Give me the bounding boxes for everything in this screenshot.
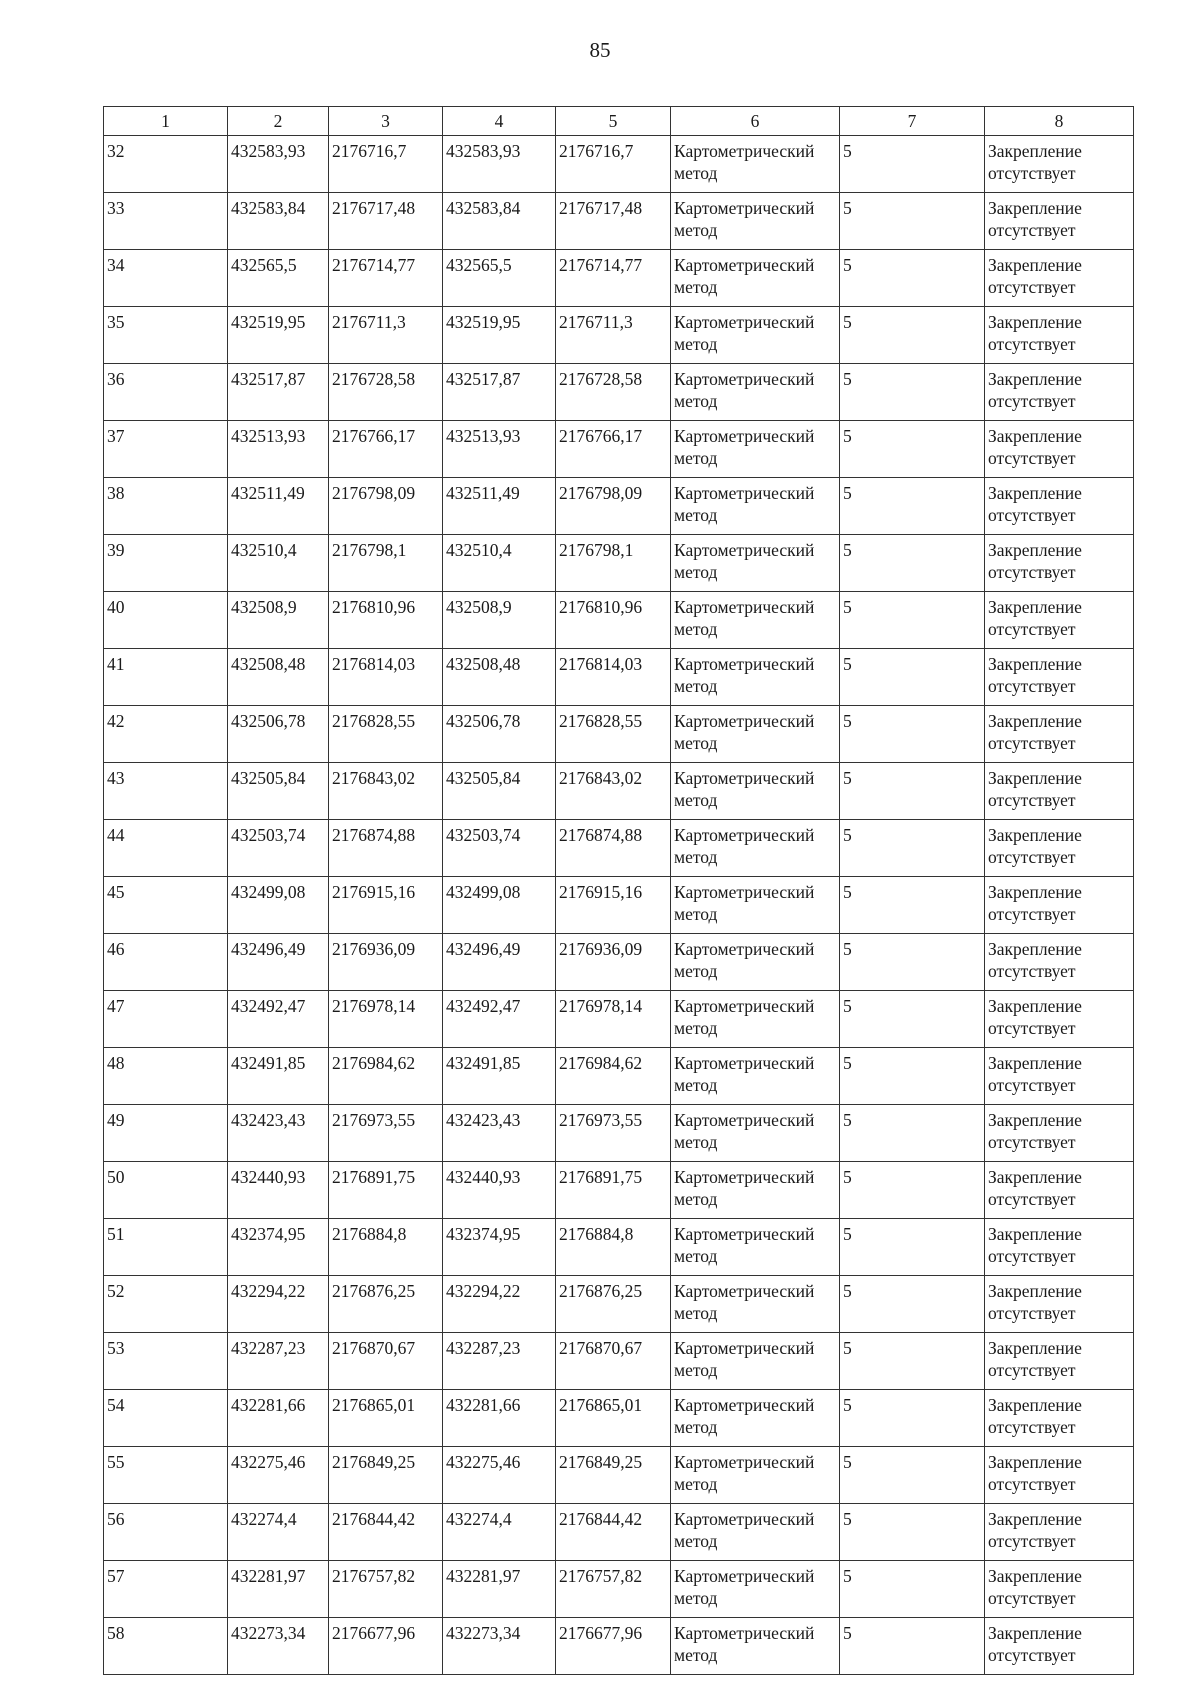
method-cell: Картометрический метод [671, 1162, 840, 1219]
accuracy-cell: 5 [840, 421, 985, 478]
table-body [104, 136, 1134, 1675]
table-row [104, 250, 1134, 307]
y-coord-cell: 2176876,25 [556, 1276, 671, 1333]
table-row [104, 877, 1134, 934]
table-row [104, 592, 1134, 649]
y-coord-cell: 2176757,82 [329, 1561, 443, 1618]
table-row [104, 706, 1134, 763]
x-coord-cell: 432565,5 [228, 250, 329, 307]
y-coord-cell: 2176717,48 [329, 193, 443, 250]
point-number-cell: 48 [104, 1048, 228, 1105]
x-coord-cell: 432491,85 [443, 1048, 556, 1105]
y-coord-cell: 2176757,82 [556, 1561, 671, 1618]
y-coord-cell: 2176870,67 [329, 1333, 443, 1390]
y-coord-cell: 2176714,77 [329, 250, 443, 307]
fixing-cell: Закрепление отсутствует [985, 706, 1134, 763]
fixing-cell: Закрепление отсутствует [985, 193, 1134, 250]
point-number-cell: 47 [104, 991, 228, 1048]
method-cell: Картометрический метод [671, 535, 840, 592]
y-coord-cell: 2176876,25 [329, 1276, 443, 1333]
accuracy-cell: 5 [840, 535, 985, 592]
method-cell: Картометрический метод [671, 991, 840, 1048]
point-number-cell: 50 [104, 1162, 228, 1219]
y-coord-cell: 2176677,96 [329, 1618, 443, 1675]
table-row [104, 1504, 1134, 1561]
fixing-cell: Закрепление отсутствует [985, 934, 1134, 991]
x-coord-cell: 432565,5 [443, 250, 556, 307]
x-coord-cell: 432510,4 [228, 535, 329, 592]
y-coord-cell: 2176849,25 [556, 1447, 671, 1504]
x-coord-cell: 432511,49 [443, 478, 556, 535]
y-coord-cell: 2176874,88 [556, 820, 671, 877]
table-row [104, 934, 1134, 991]
y-coord-cell: 2176814,03 [329, 649, 443, 706]
x-coord-cell: 432583,93 [443, 136, 556, 193]
y-coord-cell: 2176828,55 [329, 706, 443, 763]
x-coord-cell: 432583,93 [228, 136, 329, 193]
accuracy-cell: 5 [840, 1105, 985, 1162]
table-row [104, 1618, 1134, 1675]
fixing-cell: Закрепление отсутствует [985, 1504, 1134, 1561]
fixing-cell: Закрепление отсутствует [985, 1276, 1134, 1333]
point-number-cell: 42 [104, 706, 228, 763]
accuracy-cell: 5 [840, 478, 985, 535]
point-number-cell: 36 [104, 364, 228, 421]
y-coord-cell: 2176936,09 [329, 934, 443, 991]
point-number-cell: 52 [104, 1276, 228, 1333]
fixing-cell: Закрепление отсутствует [985, 1333, 1134, 1390]
table-row [104, 364, 1134, 421]
fixing-cell: Закрепление отсутствует [985, 478, 1134, 535]
y-coord-cell: 2176798,1 [556, 535, 671, 592]
page-number: 85 [589, 38, 611, 62]
fixing-cell: Закрепление отсутствует [985, 991, 1134, 1048]
fixing-cell: Закрепление отсутствует [985, 1105, 1134, 1162]
y-coord-cell: 2176716,7 [556, 136, 671, 193]
y-coord-cell: 2176828,55 [556, 706, 671, 763]
point-number-cell: 43 [104, 763, 228, 820]
x-coord-cell: 432583,84 [443, 193, 556, 250]
y-coord-cell: 2176843,02 [329, 763, 443, 820]
x-coord-cell: 432511,49 [228, 478, 329, 535]
method-cell: Картометрический метод [671, 193, 840, 250]
x-coord-cell: 432513,93 [443, 421, 556, 478]
method-cell: Картометрический метод [671, 1618, 840, 1675]
method-cell: Картометрический метод [671, 1219, 840, 1276]
point-number-cell: 40 [104, 592, 228, 649]
y-coord-cell: 2176984,62 [329, 1048, 443, 1105]
y-coord-cell: 2176874,88 [329, 820, 443, 877]
accuracy-cell: 5 [840, 1447, 985, 1504]
x-coord-cell: 432281,66 [443, 1390, 556, 1447]
method-cell: Картометрический метод [671, 1390, 840, 1447]
y-coord-cell: 2176984,62 [556, 1048, 671, 1105]
table-row [104, 136, 1134, 193]
fixing-cell: Закрепление отсутствует [985, 1390, 1134, 1447]
y-coord-cell: 2176978,14 [329, 991, 443, 1048]
y-coord-cell: 2176677,96 [556, 1618, 671, 1675]
accuracy-cell: 5 [840, 307, 985, 364]
table-row [104, 1561, 1134, 1618]
column-header: 8 [985, 107, 1134, 136]
fixing-cell: Закрепление отсутствует [985, 421, 1134, 478]
x-coord-cell: 432583,84 [228, 193, 329, 250]
x-coord-cell: 432440,93 [228, 1162, 329, 1219]
table-row [104, 1276, 1134, 1333]
y-coord-cell: 2176884,8 [329, 1219, 443, 1276]
accuracy-cell: 5 [840, 706, 985, 763]
x-coord-cell: 432499,08 [443, 877, 556, 934]
accuracy-cell: 5 [840, 934, 985, 991]
table-row [104, 193, 1134, 250]
x-coord-cell: 432287,23 [228, 1333, 329, 1390]
accuracy-cell: 5 [840, 1162, 985, 1219]
y-coord-cell: 2176915,16 [556, 877, 671, 934]
method-cell: Картометрический метод [671, 1504, 840, 1561]
accuracy-cell: 5 [840, 991, 985, 1048]
fixing-cell: Закрепление отсутствует [985, 877, 1134, 934]
fixing-cell: Закрепление отсутствует [985, 307, 1134, 364]
x-coord-cell: 432517,87 [443, 364, 556, 421]
method-cell: Картометрический метод [671, 364, 840, 421]
y-coord-cell: 2176843,02 [556, 763, 671, 820]
point-number-cell: 49 [104, 1105, 228, 1162]
method-cell: Картометрический метод [671, 478, 840, 535]
x-coord-cell: 432294,22 [228, 1276, 329, 1333]
y-coord-cell: 2176844,42 [556, 1504, 671, 1561]
table-row [104, 421, 1134, 478]
x-coord-cell: 432423,43 [228, 1105, 329, 1162]
table-row [104, 649, 1134, 706]
method-cell: Картометрический метод [671, 1561, 840, 1618]
accuracy-cell: 5 [840, 763, 985, 820]
x-coord-cell: 432273,34 [228, 1618, 329, 1675]
accuracy-cell: 5 [840, 1504, 985, 1561]
fixing-cell: Закрепление отсутствует [985, 1561, 1134, 1618]
y-coord-cell: 2176711,3 [556, 307, 671, 364]
x-coord-cell: 432505,84 [228, 763, 329, 820]
x-coord-cell: 432274,4 [443, 1504, 556, 1561]
y-coord-cell: 2176798,1 [329, 535, 443, 592]
method-cell: Картометрический метод [671, 934, 840, 991]
table-row [104, 307, 1134, 364]
fixing-cell: Закрепление отсутствует [985, 763, 1134, 820]
y-coord-cell: 2176870,67 [556, 1333, 671, 1390]
x-coord-cell: 432287,23 [443, 1333, 556, 1390]
fixing-cell: Закрепление отсутствует [985, 1219, 1134, 1276]
fixing-cell: Закрепление отсутствует [985, 364, 1134, 421]
table-row [104, 1048, 1134, 1105]
x-coord-cell: 432440,93 [443, 1162, 556, 1219]
x-coord-cell: 432505,84 [443, 763, 556, 820]
table-row [104, 1219, 1134, 1276]
x-coord-cell: 432508,9 [228, 592, 329, 649]
y-coord-cell: 2176936,09 [556, 934, 671, 991]
y-coord-cell: 2176978,14 [556, 991, 671, 1048]
x-coord-cell: 432294,22 [443, 1276, 556, 1333]
method-cell: Картометрический метод [671, 1447, 840, 1504]
fixing-cell: Закрепление отсутствует [985, 1447, 1134, 1504]
point-number-cell: 45 [104, 877, 228, 934]
x-coord-cell: 432496,49 [443, 934, 556, 991]
accuracy-cell: 5 [840, 250, 985, 307]
x-coord-cell: 432275,46 [228, 1447, 329, 1504]
table-row [104, 535, 1134, 592]
x-coord-cell: 432513,93 [228, 421, 329, 478]
accuracy-cell: 5 [840, 1390, 985, 1447]
column-header: 5 [556, 107, 671, 136]
table-row [104, 478, 1134, 535]
x-coord-cell: 432281,97 [228, 1561, 329, 1618]
accuracy-cell: 5 [840, 1618, 985, 1675]
x-coord-cell: 432508,48 [228, 649, 329, 706]
accuracy-cell: 5 [840, 877, 985, 934]
table-row [104, 991, 1134, 1048]
fixing-cell: Закрепление отсутствует [985, 535, 1134, 592]
point-number-cell: 38 [104, 478, 228, 535]
y-coord-cell: 2176716,7 [329, 136, 443, 193]
method-cell: Картометрический метод [671, 307, 840, 364]
y-coord-cell: 2176915,16 [329, 877, 443, 934]
x-coord-cell: 432281,97 [443, 1561, 556, 1618]
x-coord-cell: 432274,4 [228, 1504, 329, 1561]
x-coord-cell: 432510,4 [443, 535, 556, 592]
column-header: 4 [443, 107, 556, 136]
y-coord-cell: 2176865,01 [329, 1390, 443, 1447]
method-cell: Картометрический метод [671, 763, 840, 820]
method-cell: Картометрический метод [671, 706, 840, 763]
y-coord-cell: 2176884,8 [556, 1219, 671, 1276]
y-coord-cell: 2176714,77 [556, 250, 671, 307]
point-number-cell: 53 [104, 1333, 228, 1390]
column-header: 2 [228, 107, 329, 136]
x-coord-cell: 432517,87 [228, 364, 329, 421]
accuracy-cell: 5 [840, 592, 985, 649]
accuracy-cell: 5 [840, 1048, 985, 1105]
table-row [104, 1333, 1134, 1390]
fixing-cell: Закрепление отсутствует [985, 820, 1134, 877]
x-coord-cell: 432281,66 [228, 1390, 329, 1447]
x-coord-cell: 432273,34 [443, 1618, 556, 1675]
accuracy-cell: 5 [840, 1219, 985, 1276]
y-coord-cell: 2176798,09 [556, 478, 671, 535]
x-coord-cell: 432503,74 [228, 820, 329, 877]
y-coord-cell: 2176766,17 [556, 421, 671, 478]
accuracy-cell: 5 [840, 364, 985, 421]
table-row [104, 1447, 1134, 1504]
table-row [104, 820, 1134, 877]
table-row [104, 1105, 1134, 1162]
accuracy-cell: 5 [840, 1276, 985, 1333]
method-cell: Картометрический метод [671, 820, 840, 877]
x-coord-cell: 432492,47 [443, 991, 556, 1048]
method-cell: Картометрический метод [671, 649, 840, 706]
accuracy-cell: 5 [840, 1561, 985, 1618]
y-coord-cell: 2176728,58 [329, 364, 443, 421]
fixing-cell: Закрепление отсутствует [985, 136, 1134, 193]
point-number-cell: 37 [104, 421, 228, 478]
y-coord-cell: 2176849,25 [329, 1447, 443, 1504]
y-coord-cell: 2176891,75 [329, 1162, 443, 1219]
method-cell: Картометрический метод [671, 250, 840, 307]
column-header: 1 [104, 107, 228, 136]
point-number-cell: 51 [104, 1219, 228, 1276]
accuracy-cell: 5 [840, 1333, 985, 1390]
point-number-cell: 33 [104, 193, 228, 250]
method-cell: Картометрический метод [671, 1105, 840, 1162]
x-coord-cell: 432519,95 [228, 307, 329, 364]
point-number-cell: 58 [104, 1618, 228, 1675]
table-row [104, 1390, 1134, 1447]
method-cell: Картометрический метод [671, 136, 840, 193]
y-coord-cell: 2176865,01 [556, 1390, 671, 1447]
table-header [104, 107, 1134, 136]
y-coord-cell: 2176728,58 [556, 364, 671, 421]
point-number-cell: 55 [104, 1447, 228, 1504]
y-coord-cell: 2176814,03 [556, 649, 671, 706]
point-number-cell: 34 [104, 250, 228, 307]
fixing-cell: Закрепление отсутствует [985, 250, 1134, 307]
x-coord-cell: 432508,48 [443, 649, 556, 706]
y-coord-cell: 2176798,09 [329, 478, 443, 535]
x-coord-cell: 432374,95 [228, 1219, 329, 1276]
y-coord-cell: 2176766,17 [329, 421, 443, 478]
point-number-cell: 57 [104, 1561, 228, 1618]
y-coord-cell: 2176844,42 [329, 1504, 443, 1561]
point-number-cell: 39 [104, 535, 228, 592]
method-cell: Картометрический метод [671, 877, 840, 934]
point-number-cell: 32 [104, 136, 228, 193]
table-row [104, 1162, 1134, 1219]
accuracy-cell: 5 [840, 193, 985, 250]
y-coord-cell: 2176891,75 [556, 1162, 671, 1219]
x-coord-cell: 432506,78 [228, 706, 329, 763]
x-coord-cell: 432423,43 [443, 1105, 556, 1162]
header-row [104, 107, 1134, 136]
x-coord-cell: 432275,46 [443, 1447, 556, 1504]
fixing-cell: Закрепление отсутствует [985, 1618, 1134, 1675]
table-row [104, 763, 1134, 820]
column-header: 3 [329, 107, 443, 136]
x-coord-cell: 432506,78 [443, 706, 556, 763]
x-coord-cell: 432519,95 [443, 307, 556, 364]
method-cell: Картометрический метод [671, 421, 840, 478]
point-number-cell: 35 [104, 307, 228, 364]
y-coord-cell: 2176973,55 [556, 1105, 671, 1162]
y-coord-cell: 2176810,96 [329, 592, 443, 649]
x-coord-cell: 432374,95 [443, 1219, 556, 1276]
point-number-cell: 54 [104, 1390, 228, 1447]
x-coord-cell: 432503,74 [443, 820, 556, 877]
accuracy-cell: 5 [840, 136, 985, 193]
fixing-cell: Закрепление отсутствует [985, 1162, 1134, 1219]
x-coord-cell: 432491,85 [228, 1048, 329, 1105]
accuracy-cell: 5 [840, 649, 985, 706]
column-header: 6 [671, 107, 840, 136]
y-coord-cell: 2176810,96 [556, 592, 671, 649]
accuracy-cell: 5 [840, 820, 985, 877]
point-number-cell: 46 [104, 934, 228, 991]
point-number-cell: 44 [104, 820, 228, 877]
y-coord-cell: 2176711,3 [329, 307, 443, 364]
coordinates-table [103, 106, 1134, 1675]
method-cell: Картометрический метод [671, 1048, 840, 1105]
y-coord-cell: 2176717,48 [556, 193, 671, 250]
column-header: 7 [840, 107, 985, 136]
point-number-cell: 41 [104, 649, 228, 706]
x-coord-cell: 432508,9 [443, 592, 556, 649]
point-number-cell: 56 [104, 1504, 228, 1561]
method-cell: Картометрический метод [671, 1276, 840, 1333]
method-cell: Картометрический метод [671, 592, 840, 649]
method-cell: Картометрический метод [671, 1333, 840, 1390]
fixing-cell: Закрепление отсутствует [985, 592, 1134, 649]
y-coord-cell: 2176973,55 [329, 1105, 443, 1162]
x-coord-cell: 432492,47 [228, 991, 329, 1048]
fixing-cell: Закрепление отсутствует [985, 1048, 1134, 1105]
x-coord-cell: 432499,08 [228, 877, 329, 934]
fixing-cell: Закрепление отсутствует [985, 649, 1134, 706]
x-coord-cell: 432496,49 [228, 934, 329, 991]
